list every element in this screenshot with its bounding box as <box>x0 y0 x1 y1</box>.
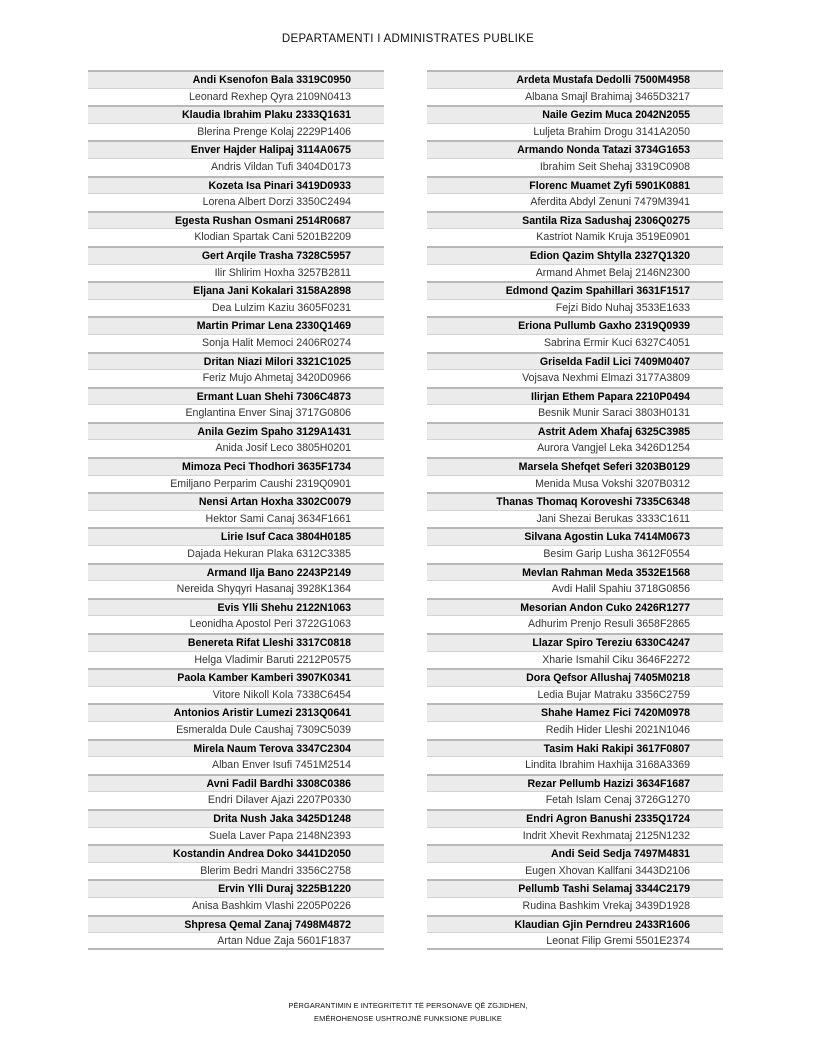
name-entry: Adhurim Prenjo Resuli 3658F2865 <box>528 618 690 631</box>
list-item <box>88 264 384 282</box>
name-entry: Silvana Agostin Luka 7414M0673 <box>524 531 690 544</box>
list-item <box>88 827 384 845</box>
name-entry: Vojsava Nexhmi Elmazi 3177A3809 <box>522 372 690 385</box>
name-entry: Leonat Filip Gremi 5501E2374 <box>546 935 690 948</box>
name-entry: Leonidha Apostol Peri 3722G1063 <box>189 618 351 631</box>
name-entry: Armando Nonda Tatazi 3734G1653 <box>517 144 690 157</box>
name-entry: Blerim Bedri Mandri 3356C2758 <box>200 864 351 877</box>
list-item <box>427 651 723 669</box>
list-item <box>427 827 723 845</box>
name-entry: Lindita Ibrahim Haxhija 3168A3369 <box>525 759 690 772</box>
name-entry: Ermant Luan Shehi 7306C4873 <box>196 390 351 403</box>
name-entry: Endri Agron Banushi 2335Q1724 <box>526 812 690 825</box>
name-entry: Lirie Isuf Caca 3804H0185 <box>220 531 351 544</box>
name-entry: Armand Ilja Bano 2243P2149 <box>206 566 351 579</box>
list-item <box>427 246 723 264</box>
name-entry: Eljana Jani Kokalari 3158A2898 <box>193 285 351 298</box>
list-item <box>88 703 384 721</box>
list-item <box>88 651 384 669</box>
list-item <box>88 176 384 194</box>
name-entry: Nensi Artan Hoxha 3302C0079 <box>198 496 351 509</box>
name-entry: Pellumb Tashi Selamaj 3344C2179 <box>518 883 690 896</box>
list-item <box>427 316 723 334</box>
list-item <box>427 211 723 229</box>
list-item <box>88 492 384 510</box>
list-item <box>88 439 384 457</box>
name-entry: Nereida Shyqyri Hasanaj 3928K1364 <box>176 583 351 596</box>
name-entry: Ervin Ylli Duraj 3225B1220 <box>218 883 351 896</box>
list-item <box>88 88 384 106</box>
name-entry: Edmond Qazim Spahillari 3631F1517 <box>505 285 690 298</box>
name-entry: Dea Lulzim Kaziu 3605F0231 <box>212 301 351 314</box>
name-entry: Jani Shezai Berukas 3333C1611 <box>536 512 690 525</box>
name-entry: Armand Ahmet Belaj 2146N2300 <box>535 266 690 279</box>
name-entry: Besim Garip Lusha 3612F0554 <box>543 548 690 561</box>
list-item <box>427 475 723 493</box>
name-entry: Martin Primar Lena 2330Q1469 <box>196 320 351 333</box>
name-entry: Mirela Naum Terova 3347C2304 <box>193 742 351 755</box>
name-entry: Enver Hajder Halipaj 3114A0675 <box>190 144 351 157</box>
list-item <box>88 580 384 598</box>
name-entry: Marsela Shefqet Seferi 3203B0129 <box>518 461 690 474</box>
list-item <box>88 211 384 229</box>
name-entry: Gert Arqile Trasha 7328C5957 <box>201 249 351 262</box>
list-item <box>427 580 723 598</box>
name-entry: Antonios Aristir Lumezi 2313Q0641 <box>173 707 351 720</box>
name-entry: Aurora Vangjel Leka 3426D1254 <box>537 442 690 455</box>
list-item <box>427 897 723 915</box>
list-item <box>427 404 723 422</box>
list-item <box>88 352 384 370</box>
list-item <box>88 686 384 704</box>
list-item <box>88 105 384 123</box>
name-entry: Klodian Spartak Cani 5201B2209 <box>194 231 351 244</box>
list-item <box>427 844 723 862</box>
list-item <box>427 352 723 370</box>
list-item <box>427 527 723 545</box>
name-entry: Sabrina Ermir Kuci 6327C4051 <box>543 336 690 349</box>
name-entry: Kostandin Andrea Doko 3441D2050 <box>173 848 351 861</box>
list-item <box>427 422 723 440</box>
list-item <box>427 598 723 616</box>
list-item <box>427 457 723 475</box>
name-entry: Dora Qefsor Allushaj 7405M0218 <box>526 672 690 685</box>
name-entry: Llazar Spiro Tereziu 6330C4247 <box>532 637 690 649</box>
footer-line-2: EMËROHENOSE USHTROJNË FUNKSIONE PUBLIKE <box>314 1013 502 1023</box>
list-item <box>427 915 723 933</box>
footer-line-1: PËRGARANTIMIN E INTEGRITETIT TË PERSONAVE QË ZGJIDHEN, <box>288 1001 528 1010</box>
list-item <box>427 739 723 757</box>
page-footer <box>0 1000 816 1025</box>
name-entry: Tasim Haki Rakipi 3617F0807 <box>543 742 690 755</box>
list-item <box>427 809 723 827</box>
name-entry: Suela Laver Papa 2148N2393 <box>209 829 351 842</box>
name-entry: Anisa Bashkim Vlashi 2205P0226 <box>191 899 351 912</box>
list-item <box>88 475 384 493</box>
list-item <box>427 932 723 950</box>
name-entry: Ibrahim Seit Shehaj 3319C0908 <box>539 160 690 173</box>
list-item <box>427 774 723 792</box>
name-entry: Klaudia Ibrahim Plaku 2333Q1631 <box>182 109 351 122</box>
list-item <box>88 281 384 299</box>
list-item <box>88 246 384 264</box>
list-item <box>427 879 723 897</box>
list-item <box>88 897 384 915</box>
list-item <box>88 862 384 880</box>
name-entry: Dajada Hekuran Plaka 6312C3385 <box>187 548 351 561</box>
list-item <box>427 334 723 352</box>
name-entry: Albana Smajl Brahimaj 3465D3217 <box>525 90 690 103</box>
name-entry: Astrit Adem Xhafaj 6325C3985 <box>537 425 690 438</box>
list-item <box>88 739 384 757</box>
name-entry: Naile Gezim Muca 2042N2055 <box>542 109 690 122</box>
list-item <box>427 369 723 387</box>
list-item <box>88 791 384 809</box>
name-entry: Redih Hider Lleshi 2021N1046 <box>545 723 690 736</box>
list-item <box>427 387 723 405</box>
list-item <box>88 457 384 475</box>
list-item <box>427 88 723 106</box>
list-item <box>88 545 384 563</box>
list-item <box>88 334 384 352</box>
name-entry: Santila Riza Sadushaj 2306Q0275 <box>522 214 690 227</box>
list-item <box>88 844 384 862</box>
list-item <box>427 158 723 176</box>
name-entry: Ledia Bujar Matraku 3356C2759 <box>537 688 690 701</box>
name-entry: Kastriot Namik Kruja 3519E0901 <box>536 231 690 244</box>
list-item <box>88 563 384 581</box>
list-item <box>88 422 384 440</box>
list-item <box>427 105 723 123</box>
left-name-column <box>88 70 384 950</box>
name-entry: Eugen Xhovan Kallfani 3443D2106 <box>525 864 690 877</box>
name-entry: Luljeta Brahim Drogu 3141A2050 <box>533 125 690 138</box>
name-entry: Dritan Niazi Milori 3321C1025 <box>203 355 351 368</box>
name-entry: Ardeta Mustafa Dedolli 7500M4958 <box>516 74 690 86</box>
list-item <box>88 668 384 686</box>
list-item <box>427 193 723 211</box>
list-item <box>427 615 723 633</box>
list-item <box>88 774 384 792</box>
name-entry: Aferdita Abdyl Zenuni 7479M3941 <box>530 196 690 209</box>
name-entry: Shahe Hamez Fici 7420M0978 <box>541 707 690 720</box>
name-entry: Rezar Pellumb Hazizi 3634F1687 <box>527 777 690 790</box>
right-name-column <box>427 70 723 950</box>
name-entry: Benereta Rifat Lleshi 3317C0818 <box>187 637 351 649</box>
name-entry: Menida Musa Vokshi 3207B0312 <box>535 477 690 490</box>
list-item <box>427 264 723 282</box>
name-entry: Lorena Albert Dorzi 3350C2494 <box>202 196 351 209</box>
list-item <box>427 140 723 158</box>
list-item <box>88 228 384 246</box>
name-entry: Drita Nush Jaka 3425D1248 <box>213 812 351 825</box>
list-item <box>427 756 723 774</box>
list-item <box>427 668 723 686</box>
name-entry: Fetah Islam Cenaj 3726G1270 <box>545 794 690 807</box>
name-entry: Mesorian Andon Cuko 2426R1277 <box>520 601 690 614</box>
list-item <box>88 915 384 933</box>
name-entry: Paola Kamber Kamberi 3907K0341 <box>177 672 351 685</box>
list-item <box>88 598 384 616</box>
list-item <box>88 123 384 141</box>
list-item <box>88 932 384 950</box>
name-entry: Hektor Sami Canaj 3634F1661 <box>205 512 351 525</box>
list-item <box>427 686 723 704</box>
list-item <box>88 756 384 774</box>
name-entry: Alban Enver Isufi 7451M2514 <box>212 759 351 772</box>
name-entry: Vitore Nikoll Kola 7338C6454 <box>212 688 351 701</box>
list-item <box>427 862 723 880</box>
name-entry: Kozeta Isa Pinari 3419D0933 <box>208 179 351 192</box>
name-entry: Avni Fadil Bardhi 3308C0386 <box>206 777 351 790</box>
name-entry: Artan Ndue Zaja 5601F1837 <box>217 935 351 948</box>
list-item <box>427 228 723 246</box>
list-item <box>88 369 384 387</box>
list-item <box>427 563 723 581</box>
name-entry: Egesta Rushan Osmani 2514R0687 <box>174 214 351 227</box>
name-entry: Endri Dilaver Ajazi 2207P0330 <box>207 794 351 807</box>
name-entry: Eriona Pullumb Gaxho 2319Q0939 <box>518 320 690 333</box>
name-entry: Avdi Halil Spahiu 3718G0856 <box>551 583 690 596</box>
name-entry: Sonja Halit Memoci 2406R0274 <box>202 336 351 349</box>
name-entry: Rudina Bashkim Vrekaj 3439D1928 <box>522 899 690 912</box>
name-entry: Besnik Munir Saraci 3803H0131 <box>538 407 690 420</box>
list-item <box>88 387 384 405</box>
list-item <box>427 299 723 317</box>
name-entry: Englantina Enver Sinaj 3717G0806 <box>185 407 351 420</box>
list-item <box>88 158 384 176</box>
list-item <box>427 545 723 563</box>
page-title: DEPARTAMENTI I ADMINISTRATES PUBLIKE <box>281 33 535 45</box>
list-item <box>427 492 723 510</box>
name-entry: Helga Vladimir Baruti 2212P0575 <box>194 653 351 666</box>
list-item <box>88 633 384 651</box>
name-entry: Anila Gezim Spaho 3129A1431 <box>197 425 351 438</box>
list-item <box>88 527 384 545</box>
name-entry: Mimoza Peci Thodhori 3635F1734 <box>182 461 351 474</box>
list-item <box>88 140 384 158</box>
list-item <box>427 176 723 194</box>
list-item <box>88 193 384 211</box>
list-item <box>88 316 384 334</box>
name-entry: Griselda Fadil Lici 7409M0407 <box>539 355 690 368</box>
name-entry: Leonard Rexhep Qyra 2109N0413 <box>189 90 351 103</box>
list-item <box>88 615 384 633</box>
name-entry: Anida Josif Leco 3805H0201 <box>215 442 351 455</box>
name-entry: Thanas Thomaq Koroveshi 7335C6348 <box>496 496 690 509</box>
list-item <box>88 721 384 739</box>
name-entry: Edion Qazim Shtylla 2327Q1320 <box>529 249 690 262</box>
name-entry: Evis Ylli Shehu 2122N1063 <box>217 601 351 614</box>
list-item <box>88 70 384 88</box>
name-entry: Ilirjan Ethem Papara 2210P0494 <box>531 390 690 403</box>
list-item <box>88 404 384 422</box>
name-entry: Andi Ksenofon Bala 3319C0950 <box>192 74 351 86</box>
list-item <box>427 721 723 739</box>
list-item <box>427 703 723 721</box>
name-entry: Indrit Xhevit Rexhmataj 2125N1232 <box>522 829 690 842</box>
name-entry: Mevlan Rahman Meda 3532E1568 <box>522 566 690 579</box>
name-entry: Xharie Ismahil Ciku 3646F2272 <box>542 653 690 666</box>
name-entry: Andi Seid Sedja 7497M4831 <box>551 848 690 861</box>
name-entry: Feriz Mujo Ahmetaj 3420D0966 <box>202 372 351 385</box>
list-item <box>88 809 384 827</box>
name-entry: Andris Vildan Tufi 3404D0173 <box>211 160 351 173</box>
list-item <box>427 439 723 457</box>
name-entry: Emiljano Perparim Caushi 2319Q0901 <box>170 477 351 490</box>
name-entry: Klaudian Gjin Perndreu 2433R1606 <box>514 918 690 931</box>
list-item <box>427 123 723 141</box>
list-item <box>427 633 723 651</box>
list-item <box>427 70 723 88</box>
name-entry: Esmeralda Dule Caushaj 7309C5039 <box>176 723 351 736</box>
list-item <box>88 299 384 317</box>
name-entry: Shpresa Qemal Zanaj 7498M4872 <box>184 918 351 931</box>
list-item <box>88 510 384 528</box>
name-entry: Fejzi Bido Nuhaj 3533E1633 <box>555 301 690 314</box>
list-item <box>88 879 384 897</box>
list-item <box>427 281 723 299</box>
name-entry: Blerina Prenge Kolaj 2229P1406 <box>197 125 351 138</box>
list-item <box>427 791 723 809</box>
name-entry: Ilir Shlirim Hoxha 3257B2811 <box>214 266 351 279</box>
list-item <box>427 510 723 528</box>
name-entry: Florenc Muamet Zyfi 5901K0881 <box>529 179 690 192</box>
